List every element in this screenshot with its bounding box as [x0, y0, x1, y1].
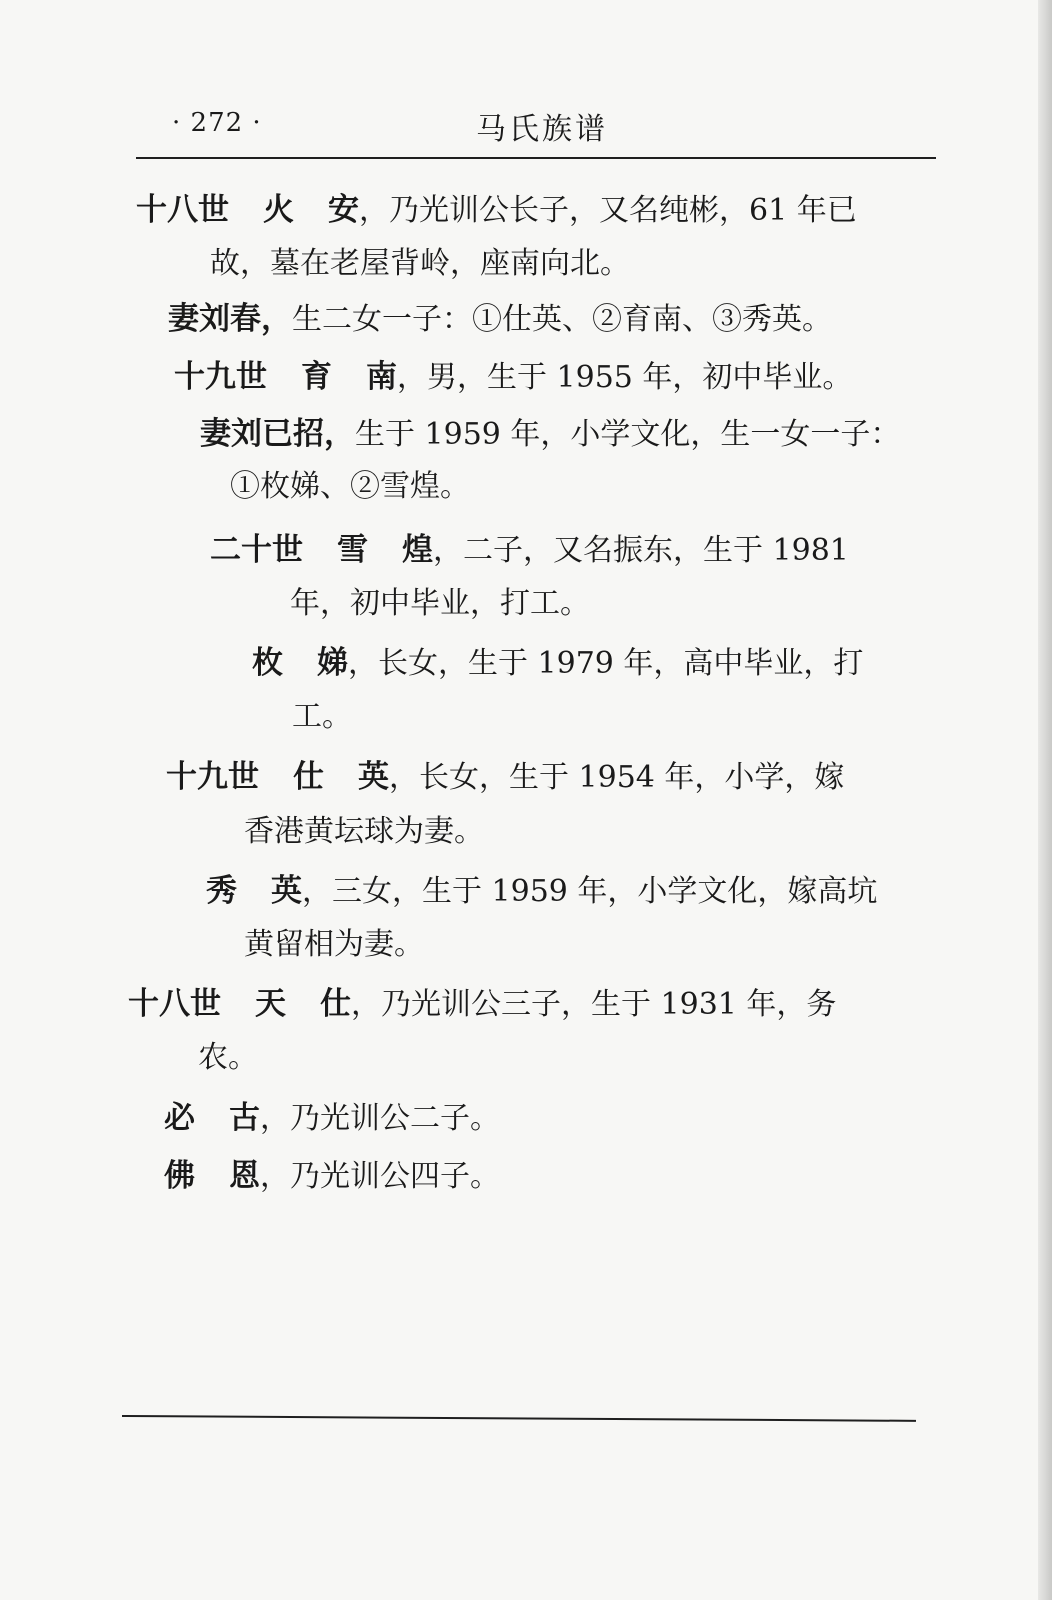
generation-label: 十八世: [128, 986, 221, 1022]
entry-tianshi-line2: 农。: [198, 1040, 258, 1075]
person-name-part: 天: [255, 986, 286, 1022]
entry-text: ，乃光训公三子，生于 1931 年，务: [351, 987, 837, 1022]
person-name-part: 英: [271, 873, 302, 909]
person-name-part: 佛: [164, 1158, 195, 1194]
person-name-part: 仕: [293, 759, 324, 795]
entry-text: 生二女一子：①仕英、②育南、③秀英。: [292, 302, 832, 337]
entry-text: ，乃光训公二子。: [260, 1101, 500, 1136]
entry-xuehuang-line1: [210, 530, 849, 571]
entry-text: ，长女，生于 1954 年，小学，嫁: [389, 760, 845, 795]
entry-text: ，三女，生于 1959 年，小学文化，嫁高坑: [302, 874, 878, 909]
person-name-part: 古: [229, 1100, 260, 1136]
entry-shiying-line1: [166, 757, 844, 798]
entry-shiying-line2: 香港黄坛球为妻。: [244, 814, 484, 849]
generation-label: 十九世: [174, 359, 267, 395]
entry-tianshi-line1: [128, 984, 836, 1025]
spouse-line: [168, 299, 832, 340]
generation-label: 二十世: [210, 532, 303, 568]
spouse-name: 妻刘春，: [168, 301, 292, 337]
entry-text: ，长女，生于 1979 年，高中毕业，打: [348, 646, 864, 681]
page-number: · 272 ·: [172, 108, 262, 138]
person-name-part: 娣: [317, 645, 348, 681]
spouse-line: [200, 414, 900, 455]
entry-text: 生于 1959 年，小学文化，生一女一子：: [355, 417, 901, 452]
person-name-part: 必: [164, 1100, 195, 1136]
person-name-part: 南: [366, 359, 397, 395]
header-rule: [136, 157, 936, 159]
generation-label: 十九世: [166, 759, 259, 795]
entry-bigu: [164, 1098, 500, 1139]
entry-foen: [164, 1156, 500, 1197]
entry-huoan-line2: 故，墓在老屋背岭，座南向北。: [210, 246, 630, 281]
person-name-part: 英: [358, 759, 389, 795]
entry-xiuying-line1: [206, 871, 877, 912]
entry-yunan-line1: [174, 357, 852, 398]
entry-xuehuang-line2: 年，初中毕业，打工。: [290, 586, 590, 621]
page-edge-shadow: [1038, 0, 1052, 1600]
spouse-line2: ①枚娣、②雪煌。: [230, 469, 470, 504]
person-name-part: 秀: [206, 873, 237, 909]
footer-rule: [122, 1415, 916, 1422]
person-name-part: 育: [301, 359, 332, 395]
entry-meidi-line1: [252, 643, 863, 684]
person-name-part: 仕: [320, 986, 351, 1022]
person-name-part: 煌: [402, 532, 433, 568]
person-name-part: 火: [263, 192, 294, 228]
person-name-part: 雪: [337, 532, 368, 568]
person-name-part: 安: [328, 192, 359, 228]
entry-text: ，二子，又名振东，生于 1981: [433, 533, 849, 568]
entry-meidi-line2: 工。: [292, 699, 352, 734]
person-name-part: 恩: [229, 1158, 260, 1194]
generation-label: 十八世: [136, 192, 229, 228]
spouse-name: 妻刘已招，: [200, 416, 355, 452]
entry-huoan-line1: [136, 190, 857, 231]
page-title: 马氏族谱: [476, 112, 608, 147]
entry-text: ，乃光训公长子，又名纯彬，61 年已: [359, 193, 857, 228]
entry-xiuying-line2: 黄留相为妻。: [244, 927, 424, 962]
entry-text: ，男，生于 1955 年，初中毕业。: [397, 360, 853, 395]
person-name-part: 枚: [252, 645, 283, 681]
entry-text: ，乃光训公四子。: [260, 1159, 500, 1194]
